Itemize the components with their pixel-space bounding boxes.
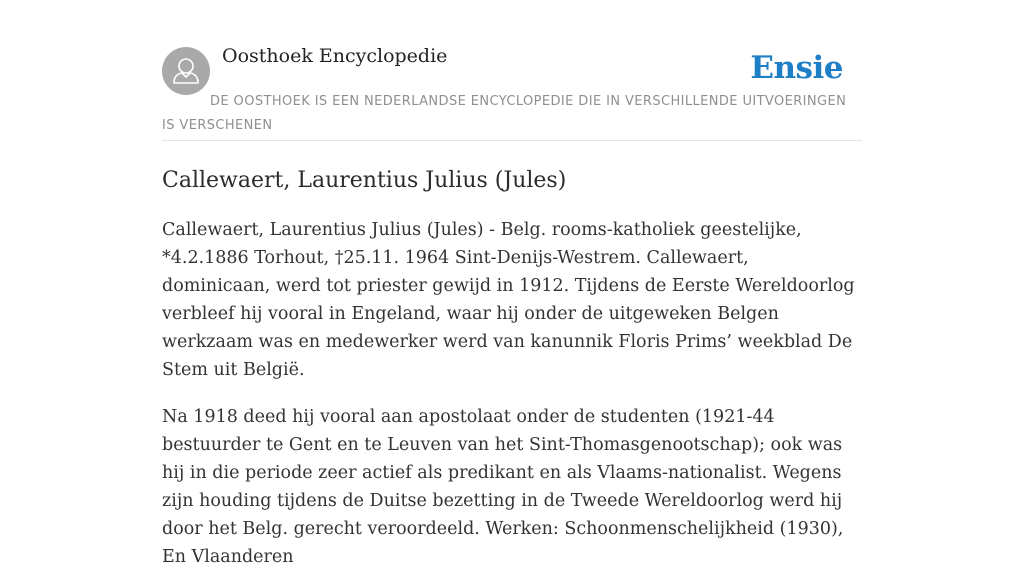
entry-title: Callewaert, Laurentius Julius (Jules) bbox=[162, 168, 567, 193]
entry-paragraph: Callewaert, Laurentius Julius (Jules) - Belg. rooms-katholiek geestelijke, *4.2.1886 Torhout, †25.11. 1964 Sint-Denijs-Westrem. Callewaert, dominicaan, werd tot priester gewijd in 1912. Tijdens de Eerste Wereldoorlog verbleef hij vooral in Engeland, waar hij onder de uitgeweken Belgen werkzaam was en medewerker werd van kanunnik Floris Prims’ weekblad De Stem uit België. bbox=[162, 220, 855, 380]
entry-paragraph: Na 1918 deed hij vooral aan apostolaat onder de studenten (1921-44 bestuurder te Gent en te Leuven van het Sint-Thomasgenootschap); ook was hij in die periode zeer actief als predikant en als Vlaams-nationalist. Wegens zijn houding tijdens de Duitse bezetting in de Tweede Wereldoorlog werd hij door het Belg. gerecht veroordeeld. Werken: Schoonmenschelijkheid (1930), En Vlaanderen bbox=[162, 407, 844, 567]
page bbox=[162, 0, 862, 571]
user-icon bbox=[162, 47, 210, 95]
entry-body bbox=[162, 216, 862, 571]
avatar[interactable] bbox=[162, 47, 210, 95]
ensie-logo[interactable]: Ensie bbox=[750, 50, 843, 86]
source-description: DE OOSTHOEK IS EEN NEDERLANDSE ENCYCLOPEDIE DIE IN VERSCHILLENDE UITVOERINGEN IS VERSCHENEN bbox=[162, 94, 847, 133]
source-header bbox=[162, 0, 862, 141]
source-title[interactable]: Oosthoek Encyclopedie bbox=[222, 45, 448, 67]
